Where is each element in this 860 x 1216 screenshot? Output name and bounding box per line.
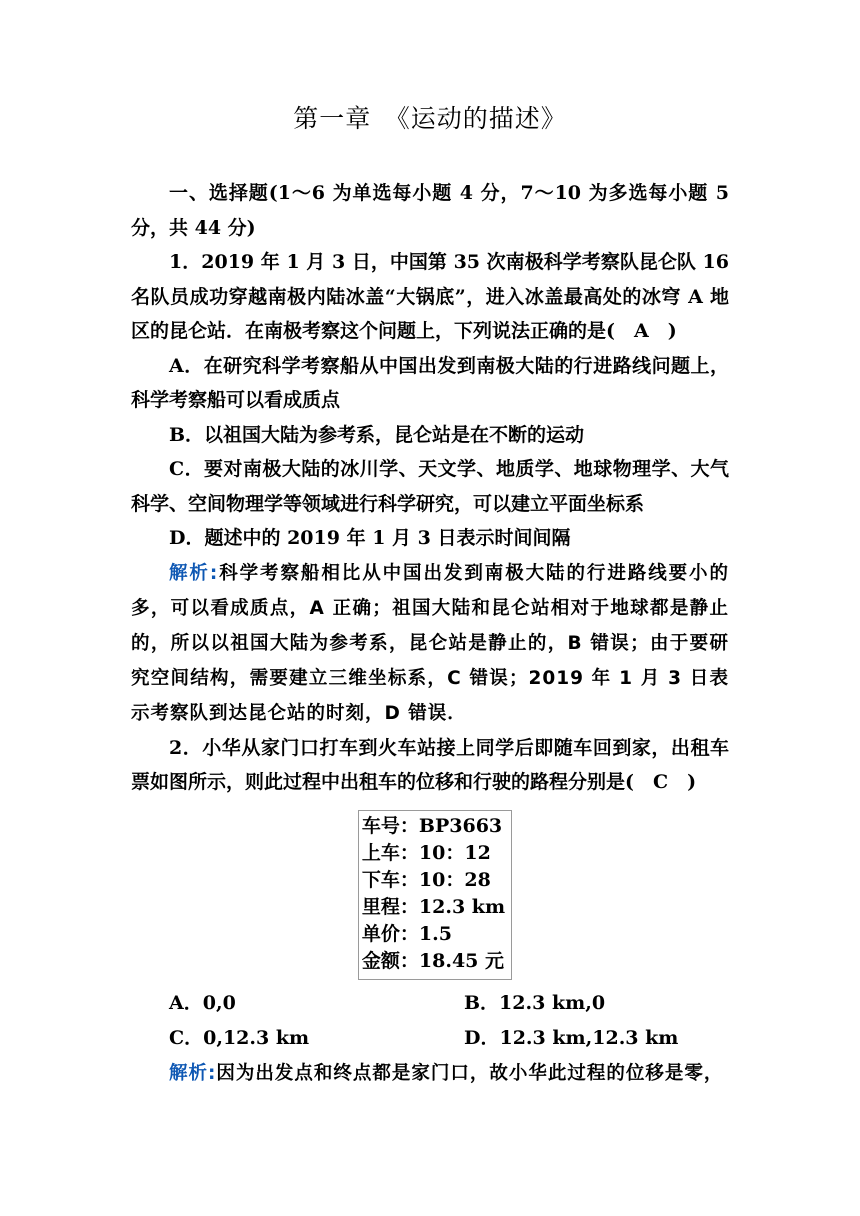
question-2-option-c: C．0,12.3 km xyxy=(169,1026,310,1049)
page-title: 第一章 《运动的描述》 xyxy=(293,104,567,133)
analysis-text: 因为出发点和终点都是家门口，故小华此过程的位移是零， xyxy=(216,1062,724,1084)
ticket-mileage: 里程：12.3 km xyxy=(361,895,506,918)
question-2-option-b: B．12.3 km,0 xyxy=(464,991,606,1014)
document-page xyxy=(131,98,729,1091)
taxi-ticket xyxy=(358,810,512,980)
taxi-ticket-figure xyxy=(131,810,729,980)
ticket-boarding-time: 上车：10：12 xyxy=(361,841,491,864)
question-1-option-b: B．以祖国大陆为参考系，昆仑站是在不断的运动 xyxy=(169,423,585,446)
ticket-unit-price: 单价：1.5 xyxy=(361,922,452,945)
ticket-alighting-time: 下车：10：28 xyxy=(361,868,491,891)
section-heading: 一、选择题(1～6 为单选每小题 4 分，7～10 为多选每小题 5 分，共 44 分) xyxy=(131,182,729,239)
analysis-label: 解析: xyxy=(169,562,219,584)
question-2-option-d: D．12.3 km,12.3 km xyxy=(464,1026,679,1049)
question-1-option-c: C．要对南极大陆的冰川学、天文学、地质学、地球物理学、大气科学、空间物理学等领域进行科学研究，可以建立平面坐标系 xyxy=(131,458,729,515)
question-2-option-a: A．0,0 xyxy=(169,991,236,1014)
question-2-options xyxy=(131,986,729,1056)
question-1-stem: 1．2019 年 1 月 3 日，中国第 35 次南极科学考察队昆仑队 16 名队员成功穿越南极内陆冰盖“大锅底”，进入冰盖最高处的冰穹 A 地区的昆仑站．在南极考察这个问题上，下列说法正确的是( A ) xyxy=(131,251,729,342)
ticket-amount: 金额：18.45 元 xyxy=(361,949,505,972)
question-1-analysis xyxy=(131,556,729,731)
question-1-option-d: D．题述中的 2019 年 1 月 3 日表示时间间隔 xyxy=(169,527,571,549)
question-2-analysis xyxy=(131,1056,729,1091)
analysis-text: 科学考察船相比从中国出发到南极大陆的行进路线要小的多，可以看成质点，A 正确；祖国大陆和昆仑站相对于地球都是静止的，所以以祖国大陆为参考系，昆仑站是静止的，B 错误；由于要研究空间结构，需要建立三维坐标系，C 错误；2019 年 1 月 3 日表示考察队到达昆仑站的时刻，D 错误． xyxy=(131,562,729,724)
ticket-plate: 车号：BP3663 xyxy=(361,814,503,837)
analysis-label: 解析: xyxy=(169,1062,217,1084)
question-1-option-a: A．在研究科学考察船从中国出发到南极大陆的行进路线问题上，科学考察船可以看成质点 xyxy=(131,354,729,411)
question-2-stem: 2．小华从家门口打车到火车站接上同学后即随车回到家，出租车票如图所示，则此过程中出租车的位移和行驶的路程分别是( C ) xyxy=(131,736,729,793)
